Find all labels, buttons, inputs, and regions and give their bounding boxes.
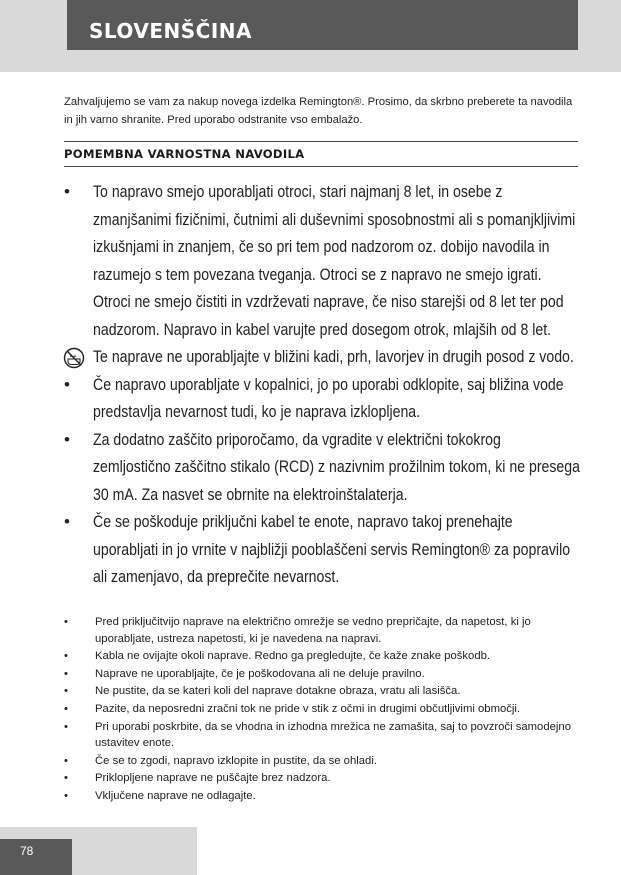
intro-paragraph: Zahvaljujemo se vam za nakup novega izdelka Remington®. Prosimo, da skrbno preberete ta navodila in jih varno shranite. Pred uporabo odstranite vso embalažo. [64,96,573,126]
list-item-text: Ne pustite, da se kateri koli del naprave dotakne obraza, vratu ali lasišča. [95,685,461,698]
list-item-text: Pred priključitvijo naprave na električno omrežje se vedno prepričajte, da napetost, ki jo uporabljate, ustreza napetosti, ki je navedena na napravi. [95,616,531,645]
list-item-text: To napravo smejo uporabljati otroci, stari najmanj 8 let, in osebe z zmanjšanimi fizičnimi, čutnimi ali duševnimi sposobnostmi ali s pomanjkljivimi izkušnjami in znanjem, če so pri tem pod nadzorom oz. dobijo navodila in razumejo s tem povezana tveganja. Otroci se z napravo ne smejo igrati. Otroci ne smejo čistiti in vzdrževati naprave, če niso starejši od 8 let ter pod nadzorom. Napravo in kabel varujte pred dosegom otrok, mlajših od 8 let. [93,182,576,339]
bullet: • [64,182,70,201]
bullet: • [64,429,70,449]
list-item [64,753,580,770]
list-item-text: Če se poškoduje priključni kabel te enote, napravo takoj prenehajte uporabljati in jo vrnite v najbližji pooblaščeni servis Remington® za popravilo ali zamenjavo, da preprečite nevarnost. [93,512,571,586]
list-item-text: Če se to zgodi, napravo izklopite in pustite, da se ohladi. [95,754,377,767]
list-item-text: Če napravo uporabljate v kopalnici, jo po uporabi odklopite, saj bližina vode predstavlja nevarnost tudi, ko je naprava izklopljena. [93,374,564,421]
list-item-text: Kabla ne ovijajte okoli naprave. Redno ga pregledujte, če kaže znake poškodb. [95,650,491,663]
list-item [64,614,580,647]
bullet: • [64,374,70,394]
section-title: POMEMBNA VARNOSTNA NAVODILA [64,147,305,161]
list-item [64,683,580,700]
list-item [64,648,580,665]
list-item [64,343,580,371]
bullet: • [64,667,68,680]
list-item [64,508,580,591]
bullet: • [64,685,68,698]
bullet: • [64,616,68,628]
list-item-text: Za dodatno zaščito priporočamo, da vgradite v električni tokokrog zemljostično zaščitno stikalo (RCD) z nazivnim prožilnim tokom, ki ne presega 30 mA. Za nasvet se obrnite na elektroinštalaterja. [93,429,580,504]
list-item [64,666,580,683]
minor-safety-list [64,614,580,806]
bullet: • [64,772,68,785]
list-item [64,178,580,343]
language-title: SLOVENŠČINA [67,0,578,50]
list-item [64,788,580,805]
bullet: • [64,720,68,733]
list-item-text: Vključene naprave ne odlagajte. [95,789,256,802]
list-item [64,701,580,718]
list-item [64,426,580,509]
bullet: • [64,512,70,531]
list-item [64,770,580,787]
bullet: • [64,754,68,767]
list-item [64,371,580,426]
section-header [64,141,578,167]
bullet: • [64,789,68,802]
list-item-text: Pri uporabi poskrbite, da se vhodna in izhodna mrežica ne zamašita, saj to povzroči samodejno ustavitev enote. [95,720,571,750]
list-item-text: Pazite, da neposredni zračni tok ne pride v stik z očmi in drugimi občutljivimi območji. [95,702,521,715]
bullet: • [64,702,68,715]
list-item-text: Naprave ne uporabljajte, če je poškodovana ali ne deluje pravilno. [95,667,425,680]
page-number: 78 [0,839,72,875]
bullet: • [64,650,68,663]
major-safety-list [64,178,580,591]
list-item-text: Priklopljene naprave ne puščajte brez nadzora. [95,772,331,785]
list-item [64,719,580,752]
list-item-text: Te naprave ne uporabljajte v bližini kadi, prh, lavorjev in drugih posod z vodo. [93,347,574,366]
